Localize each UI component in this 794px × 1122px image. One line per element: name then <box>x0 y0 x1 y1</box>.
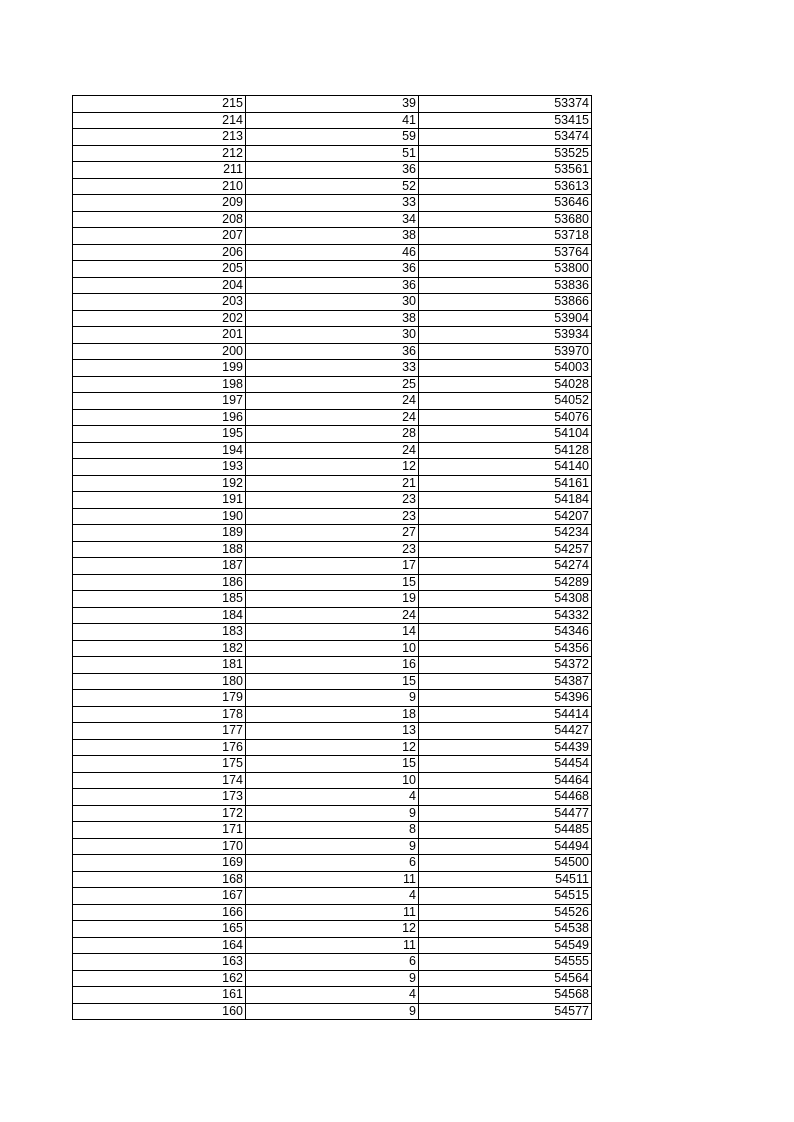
score-cell: 198 <box>73 376 246 393</box>
count-cell: 11 <box>246 937 419 954</box>
table-row <box>73 459 592 476</box>
table-row <box>73 1003 592 1020</box>
cumulative-cell: 54356 <box>419 640 592 657</box>
count-cell: 46 <box>246 244 419 261</box>
score-cell: 178 <box>73 706 246 723</box>
table-row <box>73 987 592 1004</box>
score-cell: 194 <box>73 442 246 459</box>
table-row <box>73 657 592 674</box>
score-cell: 177 <box>73 723 246 740</box>
score-cell: 191 <box>73 492 246 509</box>
cumulative-cell: 54234 <box>419 525 592 542</box>
table-row <box>73 228 592 245</box>
count-cell: 23 <box>246 492 419 509</box>
score-cell: 185 <box>73 591 246 608</box>
table-row <box>73 970 592 987</box>
table-row <box>73 360 592 377</box>
cumulative-cell: 54549 <box>419 937 592 954</box>
count-cell: 4 <box>246 888 419 905</box>
table-row <box>73 591 592 608</box>
cumulative-cell: 54104 <box>419 426 592 443</box>
score-cell: 172 <box>73 805 246 822</box>
table-row <box>73 772 592 789</box>
score-cell: 215 <box>73 96 246 113</box>
score-cell: 199 <box>73 360 246 377</box>
table-row <box>73 145 592 162</box>
cumulative-cell: 54439 <box>419 739 592 756</box>
cumulative-cell: 54128 <box>419 442 592 459</box>
table-row <box>73 673 592 690</box>
count-cell: 30 <box>246 294 419 311</box>
cumulative-cell: 53474 <box>419 129 592 146</box>
cumulative-cell: 54477 <box>419 805 592 822</box>
cumulative-cell: 53525 <box>419 145 592 162</box>
count-cell: 36 <box>246 162 419 179</box>
score-cell: 176 <box>73 739 246 756</box>
count-cell: 9 <box>246 690 419 707</box>
count-cell: 34 <box>246 211 419 228</box>
count-cell: 19 <box>246 591 419 608</box>
score-cell: 188 <box>73 541 246 558</box>
count-cell: 4 <box>246 987 419 1004</box>
score-cell: 180 <box>73 673 246 690</box>
count-cell: 6 <box>246 954 419 971</box>
count-cell: 41 <box>246 112 419 129</box>
cumulative-cell: 53646 <box>419 195 592 212</box>
table-row <box>73 409 592 426</box>
cumulative-cell: 53934 <box>419 327 592 344</box>
table-row <box>73 508 592 525</box>
table-row <box>73 624 592 641</box>
score-cell: 184 <box>73 607 246 624</box>
score-cell: 171 <box>73 822 246 839</box>
count-cell: 12 <box>246 459 419 476</box>
cumulative-cell: 54577 <box>419 1003 592 1020</box>
score-cell: 173 <box>73 789 246 806</box>
score-cell: 205 <box>73 261 246 278</box>
table-body <box>73 96 592 1020</box>
table-row <box>73 871 592 888</box>
count-cell: 28 <box>246 426 419 443</box>
score-cell: 208 <box>73 211 246 228</box>
cumulative-cell: 54427 <box>419 723 592 740</box>
cumulative-cell: 54076 <box>419 409 592 426</box>
count-cell: 9 <box>246 970 419 987</box>
score-cell: 211 <box>73 162 246 179</box>
table-row <box>73 442 592 459</box>
count-cell: 12 <box>246 921 419 938</box>
score-cell: 163 <box>73 954 246 971</box>
table-row <box>73 294 592 311</box>
count-cell: 24 <box>246 393 419 410</box>
table-row <box>73 640 592 657</box>
table-row <box>73 888 592 905</box>
table-row <box>73 756 592 773</box>
cumulative-cell: 53718 <box>419 228 592 245</box>
score-cell: 193 <box>73 459 246 476</box>
count-cell: 12 <box>246 739 419 756</box>
table-row <box>73 921 592 938</box>
table-row <box>73 211 592 228</box>
score-cell: 195 <box>73 426 246 443</box>
score-cell: 174 <box>73 772 246 789</box>
count-cell: 51 <box>246 145 419 162</box>
score-cell: 210 <box>73 178 246 195</box>
score-cell: 164 <box>73 937 246 954</box>
score-cell: 196 <box>73 409 246 426</box>
cumulative-cell: 54485 <box>419 822 592 839</box>
table-row <box>73 327 592 344</box>
score-cell: 202 <box>73 310 246 327</box>
cumulative-cell: 54372 <box>419 657 592 674</box>
score-cell: 212 <box>73 145 246 162</box>
count-cell: 9 <box>246 838 419 855</box>
table-row <box>73 112 592 129</box>
count-cell: 30 <box>246 327 419 344</box>
cumulative-cell: 54332 <box>419 607 592 624</box>
score-cell: 181 <box>73 657 246 674</box>
cumulative-cell: 53970 <box>419 343 592 360</box>
cumulative-cell: 54346 <box>419 624 592 641</box>
score-cell: 165 <box>73 921 246 938</box>
table-row <box>73 838 592 855</box>
cumulative-cell: 54568 <box>419 987 592 1004</box>
count-cell: 38 <box>246 310 419 327</box>
cumulative-cell: 54515 <box>419 888 592 905</box>
cumulative-cell: 54511 <box>419 871 592 888</box>
count-cell: 27 <box>246 525 419 542</box>
cumulative-cell: 54454 <box>419 756 592 773</box>
table-row <box>73 690 592 707</box>
score-cell: 189 <box>73 525 246 542</box>
count-cell: 15 <box>246 756 419 773</box>
cumulative-cell: 53680 <box>419 211 592 228</box>
cumulative-cell: 53613 <box>419 178 592 195</box>
count-cell: 16 <box>246 657 419 674</box>
cumulative-cell: 53374 <box>419 96 592 113</box>
cumulative-cell: 54274 <box>419 558 592 575</box>
cumulative-cell: 54257 <box>419 541 592 558</box>
cumulative-cell: 54161 <box>419 475 592 492</box>
table-row <box>73 393 592 410</box>
score-cell: 179 <box>73 690 246 707</box>
count-cell: 17 <box>246 558 419 575</box>
table-row <box>73 723 592 740</box>
score-cell: 213 <box>73 129 246 146</box>
table-row <box>73 904 592 921</box>
cumulative-cell: 53836 <box>419 277 592 294</box>
count-cell: 39 <box>246 96 419 113</box>
cumulative-cell: 54387 <box>419 673 592 690</box>
table-row <box>73 937 592 954</box>
cumulative-cell: 54184 <box>419 492 592 509</box>
cumulative-cell: 54052 <box>419 393 592 410</box>
table-row <box>73 805 592 822</box>
table-row <box>73 129 592 146</box>
table-row <box>73 822 592 839</box>
score-cell: 170 <box>73 838 246 855</box>
score-cell: 200 <box>73 343 246 360</box>
count-cell: 59 <box>246 129 419 146</box>
count-cell: 23 <box>246 541 419 558</box>
cumulative-cell: 54500 <box>419 855 592 872</box>
count-cell: 33 <box>246 360 419 377</box>
table-row <box>73 244 592 261</box>
count-cell: 4 <box>246 789 419 806</box>
table-row <box>73 162 592 179</box>
score-cell: 182 <box>73 640 246 657</box>
cumulative-cell: 54555 <box>419 954 592 971</box>
cumulative-cell: 53415 <box>419 112 592 129</box>
count-cell: 10 <box>246 640 419 657</box>
score-cell: 187 <box>73 558 246 575</box>
score-cell: 206 <box>73 244 246 261</box>
table-row <box>73 195 592 212</box>
count-cell: 33 <box>246 195 419 212</box>
table-row <box>73 376 592 393</box>
table-row <box>73 607 592 624</box>
table-row <box>73 706 592 723</box>
count-cell: 8 <box>246 822 419 839</box>
table-row <box>73 343 592 360</box>
cumulative-cell: 53800 <box>419 261 592 278</box>
count-cell: 9 <box>246 1003 419 1020</box>
score-cell: 162 <box>73 970 246 987</box>
table-row <box>73 261 592 278</box>
score-cell: 183 <box>73 624 246 641</box>
count-cell: 36 <box>246 277 419 294</box>
table-row <box>73 492 592 509</box>
score-cell: 167 <box>73 888 246 905</box>
table-row <box>73 96 592 113</box>
cumulative-cell: 54564 <box>419 970 592 987</box>
count-cell: 9 <box>246 805 419 822</box>
cumulative-cell: 54308 <box>419 591 592 608</box>
score-cell: 161 <box>73 987 246 1004</box>
cumulative-cell: 54538 <box>419 921 592 938</box>
score-cell: 201 <box>73 327 246 344</box>
cumulative-cell: 54526 <box>419 904 592 921</box>
score-cell: 175 <box>73 756 246 773</box>
count-cell: 24 <box>246 607 419 624</box>
score-distribution-table <box>72 95 592 1020</box>
count-cell: 38 <box>246 228 419 245</box>
table-row <box>73 574 592 591</box>
score-cell: 160 <box>73 1003 246 1020</box>
count-cell: 11 <box>246 904 419 921</box>
score-cell: 168 <box>73 871 246 888</box>
score-cell: 204 <box>73 277 246 294</box>
count-cell: 24 <box>246 409 419 426</box>
table-row <box>73 310 592 327</box>
table-row <box>73 178 592 195</box>
cumulative-cell: 54289 <box>419 574 592 591</box>
score-cell: 214 <box>73 112 246 129</box>
table-row <box>73 475 592 492</box>
table-row <box>73 277 592 294</box>
count-cell: 52 <box>246 178 419 195</box>
score-cell: 209 <box>73 195 246 212</box>
cumulative-cell: 53764 <box>419 244 592 261</box>
count-cell: 18 <box>246 706 419 723</box>
count-cell: 11 <box>246 871 419 888</box>
cumulative-cell: 54207 <box>419 508 592 525</box>
count-cell: 14 <box>246 624 419 641</box>
score-cell: 197 <box>73 393 246 410</box>
cumulative-cell: 54464 <box>419 772 592 789</box>
count-cell: 23 <box>246 508 419 525</box>
table-row <box>73 954 592 971</box>
score-cell: 192 <box>73 475 246 492</box>
score-cell: 207 <box>73 228 246 245</box>
cumulative-cell: 54396 <box>419 690 592 707</box>
table-row <box>73 558 592 575</box>
count-cell: 10 <box>246 772 419 789</box>
cumulative-cell: 53561 <box>419 162 592 179</box>
table-row <box>73 426 592 443</box>
cumulative-cell: 54028 <box>419 376 592 393</box>
count-cell: 21 <box>246 475 419 492</box>
score-cell: 166 <box>73 904 246 921</box>
cumulative-cell: 54468 <box>419 789 592 806</box>
table-row <box>73 541 592 558</box>
cumulative-cell: 53866 <box>419 294 592 311</box>
score-cell: 186 <box>73 574 246 591</box>
cumulative-cell: 54140 <box>419 459 592 476</box>
table-row <box>73 739 592 756</box>
cumulative-cell: 53904 <box>419 310 592 327</box>
count-cell: 36 <box>246 261 419 278</box>
cumulative-cell: 54414 <box>419 706 592 723</box>
table-row <box>73 789 592 806</box>
count-cell: 15 <box>246 673 419 690</box>
count-cell: 13 <box>246 723 419 740</box>
cumulative-cell: 54494 <box>419 838 592 855</box>
count-cell: 15 <box>246 574 419 591</box>
score-cell: 203 <box>73 294 246 311</box>
cumulative-cell: 54003 <box>419 360 592 377</box>
count-cell: 36 <box>246 343 419 360</box>
table-row <box>73 525 592 542</box>
count-cell: 24 <box>246 442 419 459</box>
score-cell: 190 <box>73 508 246 525</box>
score-cell: 169 <box>73 855 246 872</box>
table-row <box>73 855 592 872</box>
count-cell: 6 <box>246 855 419 872</box>
count-cell: 25 <box>246 376 419 393</box>
